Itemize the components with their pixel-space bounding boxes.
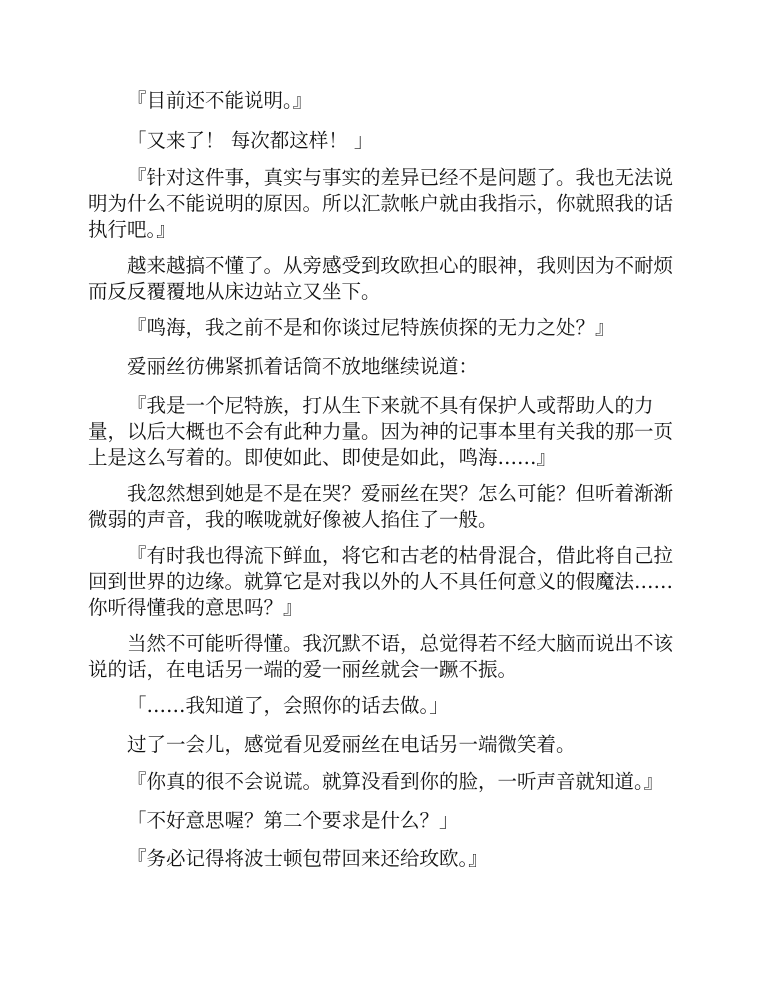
paragraph-1: 『目前还不能说明。』 (127, 89, 313, 112)
paragraph-3: 『针对这件事，真实与事实的差异已经不是问题了。我也无法说明为什么不能说明的原因。所以汇款帐户就由我指示，你就照我的话执行吧。』 (88, 166, 674, 241)
paragraph-14: 「不好意思喔？第二个要求是什么？」 (127, 809, 459, 832)
paragraph-7: 『我是一个尼特族，打从生下来就不具有保护人或帮助人的力量，以后大概也不会有此种力量。因为神的记事本里有关我的那一页上是这么写着的。即使如此、即使是如此，鸣海……』 (88, 394, 674, 469)
paragraph-8: 我忽然想到她是不是在哭？爱丽丝在哭？怎么可能？但听着渐渐微弱的声音，我的喉咙就好像被人掐住了一般。 (88, 482, 674, 531)
paragraph-13: 『你真的很不会说谎。就算没看到你的脸，一听声音就知道。』 (127, 770, 664, 793)
paragraph-15: 『务必记得将波士顿包带回来还给玫欧。』 (127, 847, 488, 870)
paragraph-11: 「……我知道了，会照你的话去做。」 (127, 694, 449, 717)
paragraph-6: 爱丽丝彷佛紧抓着话筒不放地继续说道： (127, 355, 479, 378)
paragraph-9: 『有时我也得流下鲜血，将它和古老的枯骨混合，借此将自己拉回到世界的边缘。就算它是对我以外的人不具任何意义的假魔法……你听得懂我的意思吗？』 (88, 544, 674, 619)
paragraph-5: 『鸣海，我之前不是和你谈过尼特族侦探的无力之处？』 (127, 316, 615, 339)
paragraph-4: 越来越搞不懂了。从旁感受到玫欧担心的眼神，我则因为不耐烦而反反覆覆地从床边站立又坐下。 (88, 254, 674, 303)
paragraph-2: 「又来了！ 每次都这样！ 」 (127, 129, 374, 152)
paragraph-10: 当然不可能听得懂。我沉默不语，总觉得若不经大脑而说出不该说的话，在电话另一端的爱一丽丝就会一蹶不振。 (88, 632, 674, 681)
paragraph-12: 过了一会儿，感觉看见爱丽丝在电话另一端微笑着。 (127, 733, 576, 756)
